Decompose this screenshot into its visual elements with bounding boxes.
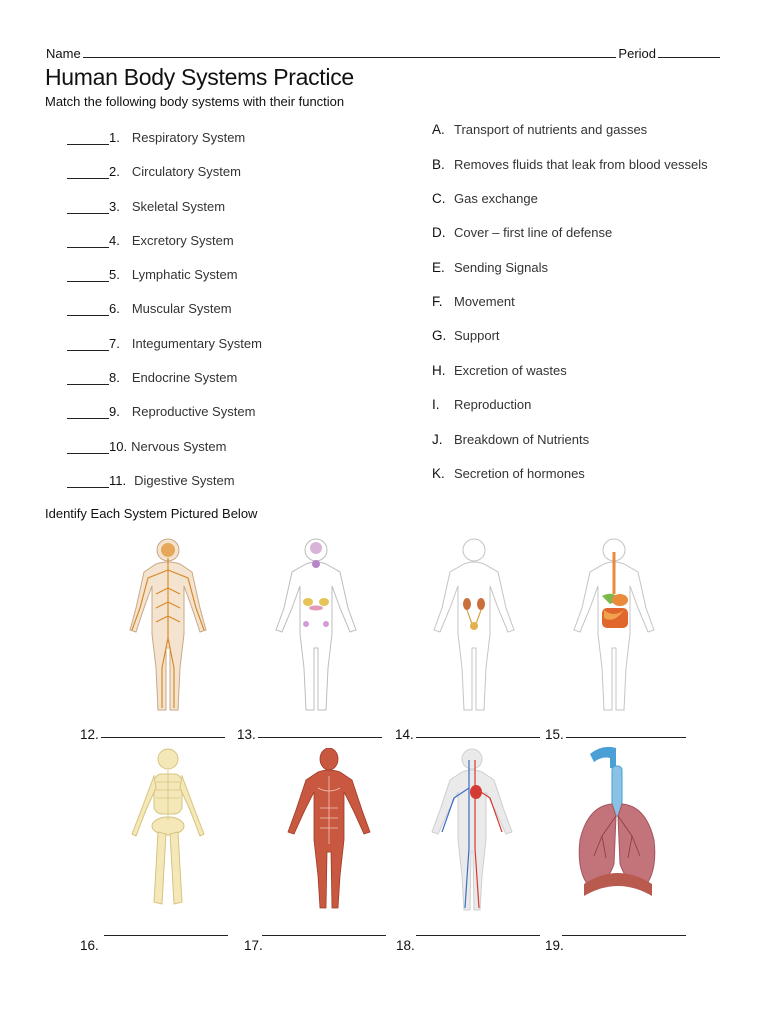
answer-blank[interactable]	[67, 372, 109, 385]
answer-line-17[interactable]	[262, 935, 386, 936]
answer-blank[interactable]	[67, 406, 109, 419]
item-number: 7.	[109, 336, 120, 351]
function-text: Sending Signals	[454, 260, 548, 275]
name-label: Name	[46, 46, 81, 61]
item-number: 3.	[109, 199, 120, 214]
match-item-11	[67, 468, 235, 488]
function-B	[432, 157, 708, 172]
item-number: 6.	[109, 301, 120, 316]
circulatory-system-figure	[424, 748, 520, 914]
function-G	[432, 328, 500, 343]
function-text: Support	[454, 328, 500, 343]
function-text: Excretion of wastes	[454, 363, 567, 378]
function-letter: J.	[432, 432, 443, 447]
digestive-system-figure	[566, 538, 662, 716]
function-D	[432, 225, 612, 240]
function-A	[432, 122, 647, 137]
name-field[interactable]	[83, 46, 617, 58]
endocrine-system-figure	[268, 538, 364, 716]
function-E	[432, 260, 548, 275]
function-text: Reproduction	[454, 397, 532, 412]
figure-label-13	[237, 727, 382, 742]
function-text: Movement	[454, 294, 515, 309]
figure-number: 13.	[237, 727, 256, 742]
answer-line-18[interactable]	[416, 935, 540, 936]
match-item-8	[67, 365, 237, 385]
match-item-6	[67, 296, 232, 316]
system-name: Reproductive System	[131, 404, 256, 419]
function-letter: G.	[432, 328, 447, 343]
function-letter: F.	[432, 294, 443, 309]
item-number: 11.	[109, 473, 127, 488]
function-text: Removes fluids that leak from blood vessels	[454, 157, 708, 172]
answer-line[interactable]	[101, 737, 225, 738]
answer-blank[interactable]	[67, 235, 109, 248]
instructions: Match the following body systems with their function	[45, 94, 345, 109]
match-item-5	[67, 262, 238, 282]
item-number: 1.	[109, 130, 120, 145]
system-name: Digestive System	[134, 473, 235, 488]
answer-blank[interactable]	[67, 338, 109, 351]
figure-label-18: 18.	[396, 938, 415, 953]
function-C	[432, 191, 538, 206]
function-text: Transport of nutrients and gasses	[454, 122, 648, 137]
function-letter: D.	[432, 225, 446, 240]
match-item-10	[67, 434, 226, 454]
function-I	[432, 397, 531, 412]
function-letter: B.	[432, 157, 445, 172]
function-letter: K.	[432, 466, 445, 481]
excretory-system-figure	[426, 538, 522, 716]
answer-line[interactable]	[258, 737, 382, 738]
system-name: Nervous System	[131, 439, 227, 454]
item-number: 9.	[109, 404, 120, 419]
skeletal-system-figure	[118, 748, 218, 910]
system-name: Endocrine System	[131, 370, 238, 385]
figure-label-19: 19.	[545, 938, 564, 953]
function-J	[432, 432, 589, 447]
figure-label-12	[80, 727, 225, 742]
function-letter: H.	[432, 363, 446, 378]
answer-line[interactable]	[416, 737, 540, 738]
function-letter: I.	[432, 397, 440, 412]
answer-blank[interactable]	[67, 441, 109, 454]
system-name: Lymphatic System	[131, 267, 238, 282]
item-number: 10.	[109, 439, 128, 454]
answer-blank[interactable]	[67, 201, 109, 214]
answer-blank[interactable]	[67, 132, 109, 145]
figure-number: 14.	[395, 727, 414, 742]
figure-label-14	[395, 727, 540, 742]
period-label: Period	[618, 46, 656, 61]
function-text: Breakdown of Nutrients	[454, 432, 590, 447]
figure-label-16: 16.	[80, 938, 99, 953]
function-F	[432, 294, 515, 309]
figure-label-15	[545, 727, 686, 742]
period-field[interactable]	[658, 46, 720, 58]
match-item-2	[67, 159, 241, 179]
respiratory-system-figure	[572, 744, 664, 906]
function-text: Cover – first line of defense	[454, 225, 613, 240]
system-name: Excretory System	[131, 233, 234, 248]
identify-heading: Identify Each System Pictured Below	[45, 506, 258, 521]
answer-line-19[interactable]	[562, 935, 686, 936]
match-item-3	[67, 194, 225, 214]
system-name: Integumentary System	[131, 336, 262, 351]
function-text: Secretion of hormones	[454, 466, 585, 481]
name-period-line	[46, 46, 722, 61]
answer-blank[interactable]	[67, 303, 109, 316]
item-number: 2.	[109, 164, 120, 179]
function-K	[432, 466, 585, 481]
answer-line-16[interactable]	[104, 935, 228, 936]
figure-number: 15.	[545, 727, 564, 742]
function-letter: C.	[432, 191, 446, 206]
item-number: 4.	[109, 233, 120, 248]
match-item-1	[67, 125, 245, 145]
system-name: Skeletal System	[131, 199, 226, 214]
system-name: Respiratory System	[131, 130, 246, 145]
system-name: Circulatory System	[131, 164, 241, 179]
answer-blank[interactable]	[67, 166, 109, 179]
match-item-7	[67, 331, 262, 351]
answer-blank[interactable]	[67, 475, 109, 488]
muscular-system-figure	[282, 748, 376, 912]
match-item-9	[67, 399, 255, 419]
function-H	[432, 363, 567, 378]
answer-blank[interactable]	[67, 269, 109, 282]
item-number: 5.	[109, 267, 120, 282]
function-letter: A.	[432, 122, 445, 137]
figure-label-17: 17.	[244, 938, 263, 953]
figure-number: 12.	[80, 727, 99, 742]
system-name: Muscular System	[131, 301, 232, 316]
function-text: Gas exchange	[454, 191, 538, 206]
page-title: Human Body Systems Practice	[45, 64, 354, 90]
function-letter: E.	[432, 260, 445, 275]
answer-line[interactable]	[566, 737, 686, 738]
match-item-4	[67, 228, 234, 248]
item-number: 8.	[109, 370, 120, 385]
nervous-system-figure	[118, 538, 218, 716]
